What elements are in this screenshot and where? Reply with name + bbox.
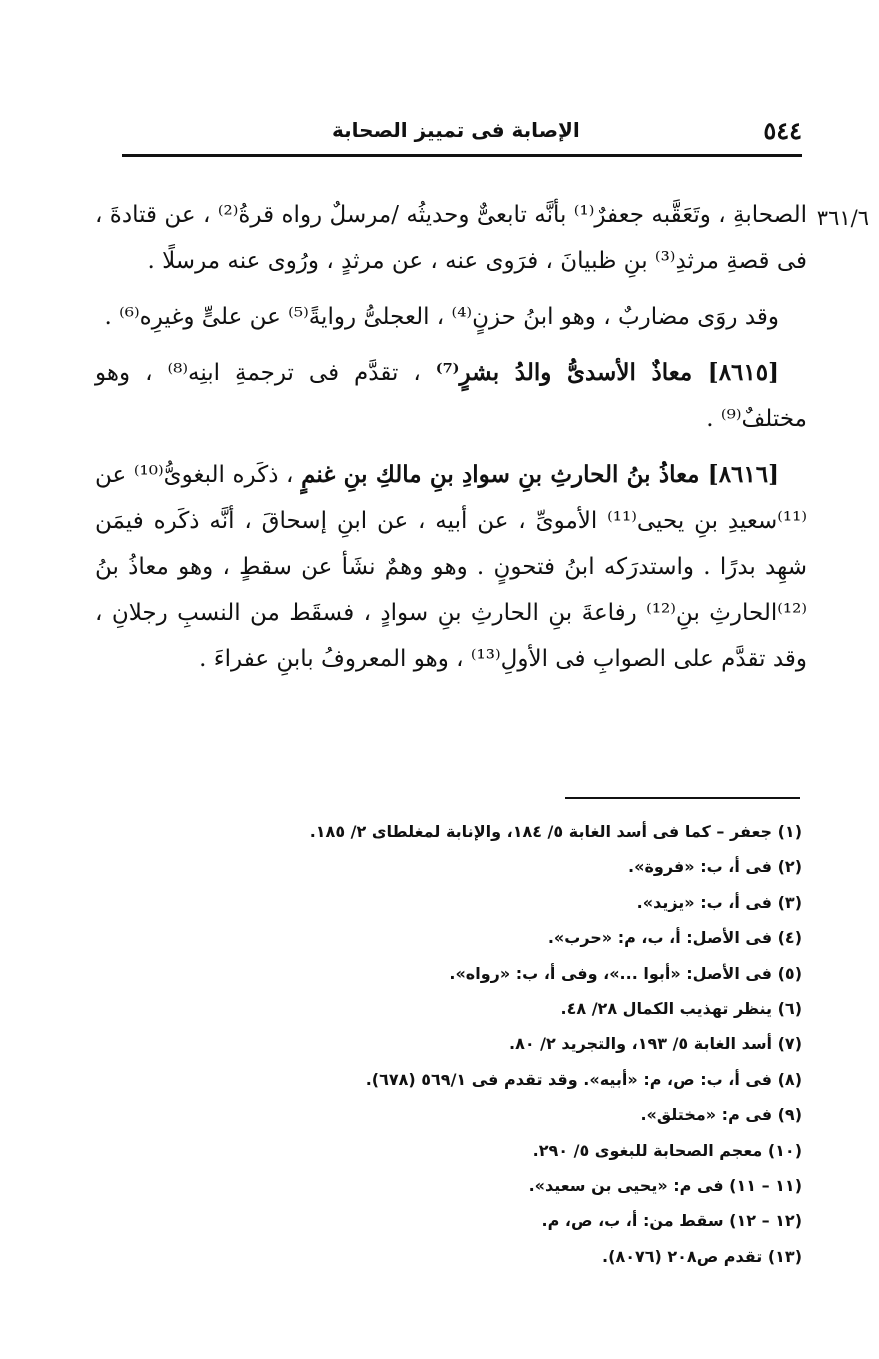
paragraph-text: الصحابةِ ، وتَعَقَّبه جعفرٌ⁽¹⁾ بأنَّه تابعىٌّ وحديثُه /مرسلٌ رواه قرةُ⁽²⁾ ، عن قتادةَ ، فى قصةِ مرثدِ⁽³⁾ بنِ ظبيانَ ، فرَوى عنه ، عن مرثدٍ ، ورُوى عنه مرسلًا . [95,202,807,274]
paragraph [95,192,807,284]
entry-heading: [٨٦١٦] معاذُ بنُ الحارثِ بنِ سوادِ بنِ مالكِ بنِ غنمٍ [301,461,779,488]
main-text [95,192,807,692]
footnote: (٨) فى أ، ب: ص، م: «أبيه». وقد تقدم فى ٥٦٩/١ (٦٧٨). [365,1069,802,1089]
header-rule [122,154,802,157]
running-header [122,110,802,150]
entry-8616 [95,452,807,682]
footnote: (١٣) تقدم ص٢٠٨ (٨٠٧٦). [602,1246,802,1266]
footnote: (١) جعفر – كما فى أسد الغابة ٥/ ١٨٤، والإنابة لمغلطاى ٢/ ١٨٥. [309,822,802,841]
entry-heading: [٨٦١٥] معاذٌ الأسدىُّ والدُ بشرٍ⁽⁷⁾ [435,359,779,386]
page-number: ٥٤٤ [763,116,802,145]
footnote: (١٠) معجم الصحابة للبغوى ٥/ ٢٩٠. [532,1140,802,1160]
margin-reference: ٣٦١/٦ [816,206,869,230]
footnote-separator [565,797,800,799]
footnote: (٥) فى الأصل: «أبوا ...»، وفى أ، ب: «رواه». [449,963,802,983]
entry-text: ، ذكَره البغوىُّ⁽¹⁰⁾ عن ⁽¹¹⁾سعيدِ بنِ يحيى⁽¹¹⁾ الأموىِّ ، عن أبيه ، عن ابنِ إسحاقَ ، أنَّه ذكَره فيمَن شهِد بدرًا . واستدرَكه ابنُ فتحونٍ . وهو وهمٌ نشَأ عن سقطٍ ، وهو معاذُ بنُ ⁽¹²⁾الحارثِ بنِ⁽¹²⁾ رفاعةَ بنِ الحارثِ بنِ سوادٍ ، فسقَط من النسبِ رجلانِ ، وقد تقدَّم على الصوابِ فى الأولِ⁽¹³⁾ ، وهو المعروفُ بابنِ عفراءَ . [95,462,808,672]
entry-text: ، تقدَّم فى ترجمةِ ابنِه⁽⁸⁾ ، وهو مختلفٌ⁽⁹⁾ . [95,360,807,432]
book-title: الإصابة فى تمييز الصحابة [332,118,580,142]
footnote: (٩) فى م: «مختلق». [640,1105,802,1125]
footnote: (١٢ – ١٢) سقط من: أ، ب، ص، م. [541,1211,802,1231]
footnote: (٣) فى أ، ب: «يزيد». [636,892,802,912]
paragraph-text: وقد روَى مضاربٌ ، وهو ابنُ حزنٍ⁽⁴⁾ ، العجلىُّ روايةً⁽⁵⁾ عن علىٍّ وغيرِه⁽⁶⁾ . [104,304,779,330]
footnote: (٤) فى الأصل: أ، ب، م: «حرب». [547,928,802,948]
footnote: (٧) أسد الغابة ٥/ ١٩٣، والتجريد ٢/ ٨٠. [508,1034,802,1054]
paragraph [95,294,807,340]
footnote: (٦) ينظر تهذيب الكمال ٢٨/ ٤٨. [560,999,802,1019]
footnote: (١١ – ١١) فى م: «يحيى بن سعيد». [528,1176,802,1196]
footnotes [180,814,802,1274]
entry-8615 [95,350,807,442]
footnote: (٢) فى أ، ب: «فروة». [628,857,802,877]
